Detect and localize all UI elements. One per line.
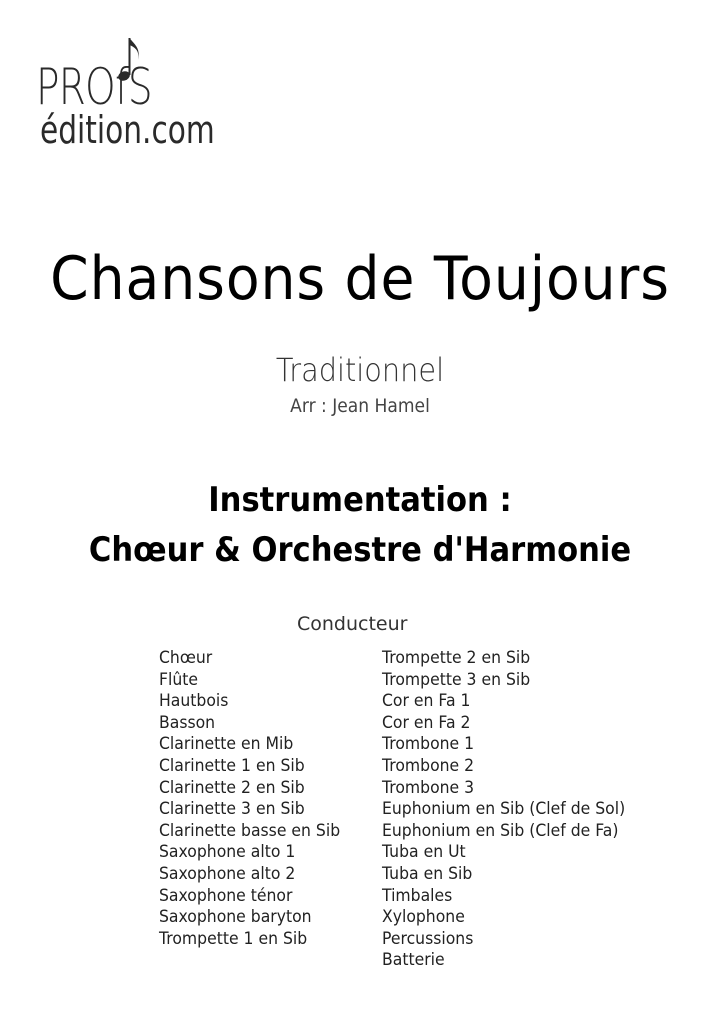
part-item: Euphonium en Sib (Clef de Sol) [382,799,626,820]
arranger: Arr : Jean Hamel [290,395,430,417]
logo-wordmark-bottom: édition.com [40,108,215,152]
logo-wordmark-top: PROfS [36,58,152,116]
part-item: Clarinette 2 en Sib [159,777,305,798]
publisher-logo [36,34,251,159]
part-item: Cor en Fa 2 [382,712,471,733]
part-item: Tuba en Ut [382,842,466,863]
part-item: Basson [159,712,216,733]
part-item: Trompette 3 en Sib [382,669,531,690]
part-item: Trombone 3 [382,777,475,798]
part-item: Hautbois [159,691,229,712]
part-item: Trombone 2 [382,755,475,776]
part-item: Timbales [382,885,453,906]
parts-list-left [159,648,356,950]
part-item: Trompette 1 en Sib [159,928,308,949]
part-item: Saxophone ténor [159,885,293,906]
instrumentation-ensemble: Chœur & Orchestre d'Harmonie [88,530,632,570]
part-item: Clarinette basse en Sib [159,820,341,841]
part-item: Percussions [382,928,474,949]
composer: Traditionnel [275,351,445,389]
conductor-label: Conducteur [297,613,408,635]
part-item: Xylophone [382,907,465,928]
part-item: Euphonium en Sib (Clef de Fa) [382,820,619,841]
part-item: Cor en Fa 1 [382,691,471,712]
part-item: Saxophone alto 1 [159,842,296,863]
part-item: Clarinette 3 en Sib [159,799,305,820]
score-title: Chansons de Toujours [50,244,670,314]
part-item: Saxophone alto 2 [159,863,296,884]
part-item: Flûte [159,669,199,690]
part-item: Tuba en Sib [382,863,473,884]
part-item: Chœur [159,648,213,668]
part-item: Batterie [382,950,445,971]
parts-list-right [382,648,646,972]
instrumentation-heading: Instrumentation : [208,480,512,520]
part-item: Trombone 1 [382,734,475,755]
part-item: Clarinette en Mib [159,734,294,755]
part-item: Trompette 2 en Sib [382,648,531,668]
part-item: Clarinette 1 en Sib [159,755,305,776]
part-item: Saxophone baryton [159,907,312,928]
